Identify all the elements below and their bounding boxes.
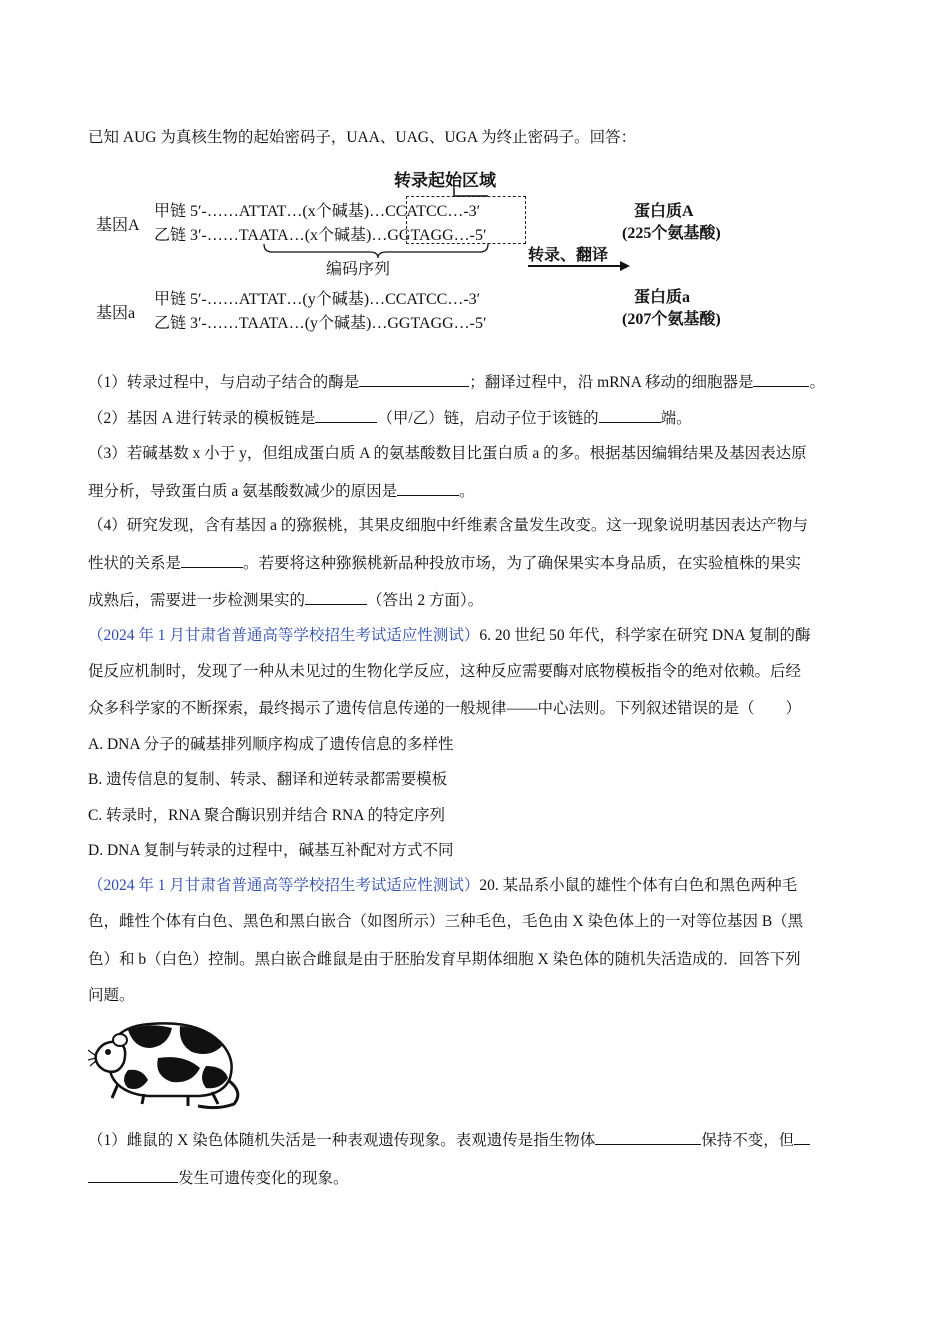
mc-stem-1: 6. 20 世纪 50 年代，科学家在研究 DNA 复制的酶 bbox=[479, 627, 811, 644]
answer-blank[interactable] bbox=[88, 1168, 178, 1183]
q2-text-b: （甲/乙）链，启动子位于该链的 bbox=[377, 410, 599, 427]
q4-text-d: （答出 2 方面）。 bbox=[367, 592, 484, 609]
q4-text-c: 成熟后，需要进一步检测果实的 bbox=[88, 592, 306, 609]
q20-stem-1: 20. 某品系小鼠的雄性个体有白色和黑色两种毛 bbox=[479, 877, 798, 894]
question-2 bbox=[88, 408, 692, 429]
gene-a-strand-1: 甲链 5′-……ATTAT…(y个碱基)…CCATCC…-3′ bbox=[154, 291, 481, 308]
protein-A-name: 蛋白质A bbox=[634, 203, 694, 220]
q20-sub1-line-1 bbox=[88, 1130, 810, 1151]
mouse-illustration bbox=[88, 1018, 246, 1110]
region-label: 转录起始区域 bbox=[394, 171, 496, 190]
question-4-line-1: （4）研究发现，含有基因 a 的猕猴桃，其果皮细胞中纤维素含量发生改变。这一现象说明基因表达产物与 bbox=[88, 517, 808, 534]
question-4-line-3 bbox=[88, 590, 483, 611]
gene-A-strand-2: 乙链 3′-……TAATA…(x个碱基)…GGTAGG…-5′ bbox=[154, 227, 487, 244]
answer-blank[interactable] bbox=[794, 1130, 810, 1145]
q1-text-c: 。 bbox=[809, 374, 825, 391]
question-3-line-2 bbox=[88, 481, 475, 502]
option-b[interactable]: B. 遗传信息的复制、转录、翻译和逆转录都需要模板 bbox=[88, 771, 448, 788]
mc-question-line-3: 众多科学家的不断探索，最终揭示了遗传信息传递的一般规律——中心法则。下列叙述错误的是（ ） bbox=[88, 700, 802, 717]
answer-blank[interactable] bbox=[595, 1130, 701, 1145]
question-4-line-2 bbox=[88, 553, 801, 574]
question-3-line-1: （3）若碱基数 x 小于 y，但组成蛋白质 A 的氨基酸数目比蛋白质 a 的多。根据基因编辑结果及基因表达原 bbox=[88, 445, 807, 462]
arrow-label: 转录、翻译 bbox=[528, 247, 609, 264]
option-d[interactable]: D. DNA 复制与转录的过程中，碱基互补配对方式不同 bbox=[88, 842, 454, 859]
intro-text: 已知 AUG 为真核生物的起始密码子，UAA、UAG、UGA 为终止密码子。回答： bbox=[88, 129, 637, 146]
answer-blank[interactable] bbox=[599, 408, 661, 423]
answer-blank[interactable] bbox=[359, 372, 469, 387]
coding-sequence-label: 编码序列 bbox=[326, 261, 391, 278]
gene-A-strand-1: 甲链 5′-……ATTAT…(x个碱基)…CCATCC…-3′ bbox=[154, 203, 481, 220]
question-1 bbox=[88, 372, 825, 393]
answer-blank[interactable] bbox=[181, 553, 243, 568]
q1-text-b: ；翻译过程中，沿 mRNA 移动的细胞器是 bbox=[469, 374, 754, 391]
answer-blank[interactable] bbox=[315, 408, 377, 423]
q20-sub1-text-c: 发生可遗传变化的现象。 bbox=[178, 1170, 349, 1187]
answer-blank[interactable] bbox=[305, 590, 367, 605]
gene-a-label: 基因a bbox=[96, 305, 136, 322]
gene-diagram bbox=[88, 160, 768, 340]
q20-line-3: 色）和 b（白色）控制。黑白嵌合雌鼠是由于胚胎发育早期体细胞 X 染色体的随机失活造成的．回答下列 bbox=[88, 951, 801, 968]
mc-question-line-1 bbox=[88, 626, 811, 646]
protein-A-count: (225个氨基酸) bbox=[622, 225, 721, 242]
q1-text-a: （1）转录过程中，与启动子结合的酶是 bbox=[88, 374, 360, 391]
protein-a-name: 蛋白质a bbox=[634, 289, 691, 306]
q2-text-c: 端。 bbox=[660, 410, 692, 427]
q2-text-a: （2）基因 A 进行转录的模板链是 bbox=[88, 410, 316, 427]
mc-source: （2024 年 1 月甘肃省普通高等学校招生考试适应性测试） bbox=[88, 627, 480, 644]
q20-line-1 bbox=[88, 876, 797, 896]
q4-text-a: 性状的关系是 bbox=[88, 555, 182, 572]
q20-line-2: 色，雌性个体有白色、黑色和黑白嵌合（如图所示）三种毛色，毛色由 X 染色体上的一对等位基因 B（黑 bbox=[88, 913, 804, 930]
answer-blank[interactable] bbox=[753, 372, 809, 387]
q3-text-b: 。 bbox=[459, 483, 475, 500]
gene-a-strand-2: 乙链 3′-……TAATA…(y个碱基)…GGTAGG…-5′ bbox=[154, 315, 487, 332]
q4-text-b: 。若要将这种猕猴桃新品种投放市场，为了确保果实本身品质，在实验植株的果实 bbox=[243, 555, 802, 572]
q20-sub1-line-2 bbox=[88, 1168, 349, 1189]
mc-question-line-2: 促反应机制时，发现了一种从未见过的生物化学反应，这种反应需要酶对底物模板指令的绝对依赖。后经 bbox=[88, 663, 802, 680]
q20-sub1-text-b: 保持不变，但 bbox=[701, 1132, 795, 1149]
option-c[interactable]: C. 转录时，RNA 聚合酶识别并结合 RNA 的特定序列 bbox=[88, 807, 445, 824]
q20-line-4: 问题。 bbox=[88, 987, 135, 1004]
gene-A-label: 基因A bbox=[96, 217, 140, 234]
protein-a-count: (207个氨基酸) bbox=[622, 311, 721, 328]
option-a[interactable]: A. DNA 分子的碱基排列顺序构成了遗传信息的多样性 bbox=[88, 736, 454, 753]
q20-source: （2024 年 1 月甘肃省普通高等学校招生考试适应性测试） bbox=[88, 877, 480, 894]
q3-text-a: 理分析，导致蛋白质 a 氨基酸数减少的原因是 bbox=[88, 483, 398, 500]
answer-blank[interactable] bbox=[397, 481, 459, 496]
q20-sub1-text-a: （1）雌鼠的 X 染色体随机失活是一种表观遗传现象。表观遗传是指生物体 bbox=[88, 1132, 596, 1149]
